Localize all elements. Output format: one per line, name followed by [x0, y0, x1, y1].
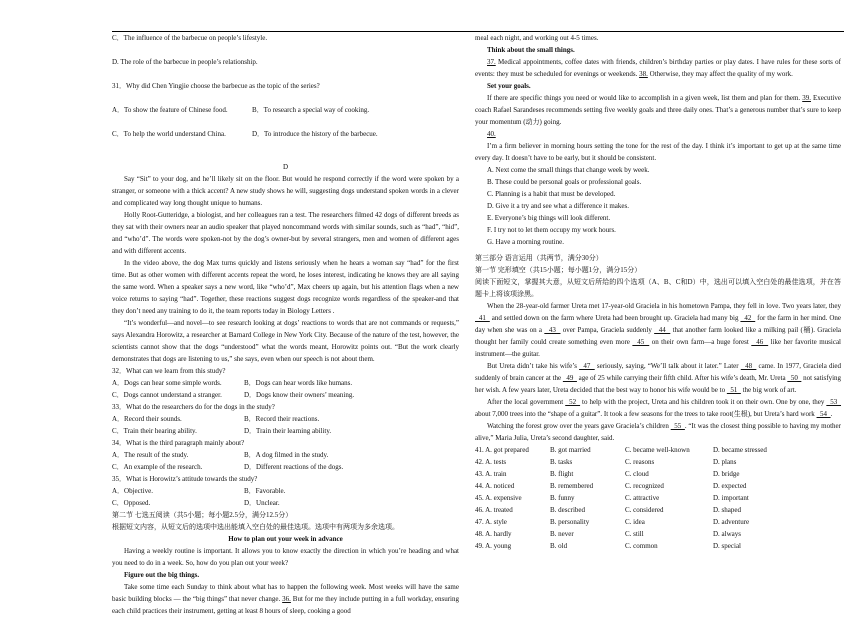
cloze-blank: 47	[579, 362, 595, 370]
cloze-option: C. attractive	[625, 494, 660, 502]
cloze-text: When the 28-year-old farmer Ureta met 17-year-old Graciela in his hometown Pampa, they fell in love. Two years later, they	[487, 302, 841, 310]
cloze-option-row	[475, 468, 841, 480]
cloze-paragraph	[475, 300, 841, 360]
cloze-blank: 41	[475, 314, 490, 322]
cloze-option: 44. A. noticed	[475, 482, 515, 490]
cloze-option: B. old	[550, 542, 568, 550]
passage-d-para-3: In the video above, the dog Max turns quickly and listens seriously when he hears a woman say “had” for the first time. But as other women with different accents repeat the word, he loses interest, indicating he knows they are all saying the same word. When a speaker says a new word, like “who’d”, Max cheers up again, but his attention flags when a new voice returns to saying “had”. Together, these reactions suggest dogs recognize words regardless of the speaker-and that they don’t need any training to do it, the team reports today in Biology Letters .	[112, 259, 459, 315]
q34-stem: 34．What is the third paragraph mainly about?	[112, 439, 245, 447]
seven-choice-item: E. Everyone’s big things will look different.	[487, 214, 611, 222]
q33-stem: 33．What do the researchers do for the dogs in the study?	[112, 403, 275, 411]
cloze-blank: 53	[826, 398, 842, 406]
q32-options-ab	[112, 377, 459, 389]
cloze-text: not satisfying her wish. A few years later, Ureta decided that the best way to honor his wife would be to	[475, 374, 842, 394]
seven-choice-item: G. Have a morning routine.	[487, 238, 564, 246]
seven-para-4-text-b: Executive coach Rafael Sarandeses recommends setting five weekly goals and three daily ones. That’s a generous number that’s sure to keep your momentum (动力) going.	[475, 94, 842, 126]
cloze-blank: 52	[565, 398, 581, 406]
section-2-header: 第二节 七选五阅读（共5小题；每小题2.5分，满分12.5分）	[112, 511, 293, 519]
q34-options-cd	[112, 461, 459, 473]
cloze-option: D. plans	[713, 458, 737, 466]
cloze-option: B. never	[550, 530, 574, 538]
seven-para-3	[475, 56, 841, 80]
cloze-option: 41. A. got prepared	[475, 446, 529, 454]
cloze-blank: 50	[787, 374, 802, 382]
blank-40-line	[475, 128, 841, 140]
cloze-option: 46. A. treated	[475, 506, 513, 514]
q35-options-cd	[112, 497, 459, 509]
q31-options-cd	[112, 128, 459, 140]
passage-d-label: D	[282, 163, 289, 171]
seven-para-2	[112, 581, 459, 617]
q35-a: A．Objective.	[112, 487, 154, 495]
q33-b: B．Record their reactions.	[244, 415, 320, 423]
q35-d: D．Unclear.	[244, 499, 280, 507]
cloze-blank: 54	[816, 410, 831, 418]
cloze-option: 42. A. tests	[475, 458, 507, 466]
cloze-option-row	[475, 504, 841, 516]
cloze-option: D. expected	[713, 482, 747, 490]
cloze-option: D. always	[713, 530, 741, 538]
cloze-blank: 45	[632, 338, 650, 346]
q32-c: C．Dogs cannot understand a stranger.	[112, 391, 222, 399]
cloze-text: After the local government	[487, 398, 566, 406]
cloze-option: D. adventure	[713, 518, 750, 526]
q35-stem: 35．What is Horowitz’s attitude towards the study?	[112, 475, 258, 483]
cloze-option-row	[475, 528, 841, 540]
seven-para-2-continued: meal each night, and working out 4-5 times.	[475, 34, 599, 42]
q31-c: C．To help the world understand China.	[112, 130, 226, 138]
cloze-text: to help with the project, Ureta and his children took it on their own. One by one, they	[580, 398, 827, 406]
cloze-option: C. considered	[625, 506, 664, 514]
q32-options-cd	[112, 389, 459, 401]
q34-c: C．An example of the research.	[112, 463, 203, 471]
cloze-blank: 51	[726, 386, 741, 394]
blank-40: 40.	[487, 130, 496, 138]
seven-para-2-text-a: Take some time each Sunday to think about what has to happen the following week. Most weeks will have the same basic building blocks — the “big things” that never change.	[112, 583, 459, 603]
q31-b: B．To research a special way of cooking.	[252, 106, 370, 114]
cloze-option: 43. A. train	[475, 470, 507, 478]
seven-choice-item: A. Next come the small things that change week by week.	[487, 166, 650, 174]
cloze-option-row	[475, 456, 841, 468]
q32-d: D．Dogs know their owners’ meaning.	[244, 391, 355, 399]
seven-choices-list	[475, 164, 841, 248]
cloze-option: C. common	[625, 542, 658, 550]
section-2-instructions: 根据短文内容，从短文后的选项中选出能填入空白处的最佳选项。选项中有两项为多余选项。	[112, 523, 399, 531]
right-column	[475, 32, 841, 552]
seven-para-1: Having a weekly routine is important. It allows you to know exactly the direction in which you’re heading and what you need to do in a week. So, how do you plan out your week?	[112, 547, 459, 567]
cloze-paragraph	[475, 420, 841, 444]
cloze-text: Watching the forest grow over the years gave Graciela’s children	[487, 422, 671, 430]
q30-option-c: C．The influence of the barbecue on people’s lifestyle.	[112, 34, 268, 42]
cloze-blank: 42	[740, 314, 756, 322]
cloze-option: 47. A. style	[475, 518, 507, 526]
q31-stem: 31．Why did Chen Yingjie choose the barbecue as the topic of the series?	[112, 82, 320, 90]
q32-a: A．Dogs can hear some simple words.	[112, 379, 222, 387]
q33-options-cd	[112, 425, 459, 437]
cloze-text: over Pampa, Graciela suddenly	[560, 326, 655, 334]
q33-d: D．Train their learning ability.	[244, 427, 332, 435]
cloze-blank: 43	[544, 326, 561, 334]
blank-36: 36.	[282, 595, 291, 603]
cloze-option: 45. A. expensive	[475, 494, 522, 502]
cloze-options-grid	[475, 444, 841, 552]
q35-b: B．Favorable.	[244, 487, 286, 495]
passage-d-para-1: Say “Sit” to your dog, and he’ll likely sit on the floor. But would he respond correctly if the word were spoken by a stranger, or someone with a thick accent? A new study shows he will, suggesting dogs understand spoken words in a clever and complicated way long thought unique to humans.	[112, 175, 459, 207]
blank-39: 39.	[802, 94, 811, 102]
q34-b: B．A dog filmed in the study.	[244, 451, 329, 459]
q31-options-ab	[112, 104, 459, 116]
cloze-option: C. recognized	[625, 482, 664, 490]
seven-heading-3: Set your goals.	[487, 82, 531, 90]
cloze-text: came. In 1977, Graciela died suddenly of brain cancer at the	[475, 362, 842, 382]
cloze-option: B. flight	[550, 470, 574, 478]
cloze-blank: 48	[740, 362, 757, 370]
q33-options-ab	[112, 413, 459, 425]
cloze-blank: 55	[670, 422, 685, 430]
cloze-instructions: 阅读下面短文，掌握其大意，从短文后所给的四个选项（A、B、C和D）中，选出可以填入空白处的最佳选项，并在答题卡上将该项涂黑。	[475, 278, 841, 298]
seven-para-3-text-a: Medical appointments, coffee dates with friends, children’s birthday parties or play dates. I have rules for these sorts of events: they must be scheduled for evenings or weekends.	[475, 58, 842, 78]
seven-para-5: I’m a firm believer in morning hours setting the tone for the rest of the day. I think it’s important to get up at the same time every day. It doesn’t have to be early, but it should be consistent.	[475, 142, 841, 162]
seven-choice-item: F. I try not to let them occupy my work hours.	[487, 226, 616, 234]
q30-option-d: D. The role of the barbecue in people’s relationship.	[112, 58, 258, 66]
cloze-option-row	[475, 480, 841, 492]
q32-stem: 32．What can we learn from this study?	[112, 367, 226, 375]
cloze-option: C. still	[625, 530, 644, 538]
cloze-option: 48. A. hardly	[475, 530, 512, 538]
q35-options-ab	[112, 485, 459, 497]
q33-c: C．Train their hearing ability.	[112, 427, 197, 435]
q31-a: A．To show the feature of Chinese food.	[112, 106, 228, 114]
cloze-text: like her favorite musical instrument—the guitar.	[475, 338, 842, 358]
q34-d: D．Different reactions of the dogs.	[244, 463, 344, 471]
cloze-option: B. tasks	[550, 458, 573, 466]
q32-b: B．Dogs can hear words like humans.	[244, 379, 353, 387]
seven-para-4	[475, 92, 841, 128]
section-1-header: 第一节 完形填空（共15小题；每小题1分，满分15分）	[475, 266, 642, 274]
cloze-paragraph	[475, 396, 841, 420]
cloze-blank: 44	[654, 326, 671, 334]
seven-para-3-text-b: Otherwise, they may affect the quality of my work.	[649, 70, 793, 78]
seven-choice-item: C. Planning is a habit that must be developed.	[487, 190, 616, 198]
cloze-option: C. cloud	[625, 470, 649, 478]
cloze-option: B. described	[550, 506, 585, 514]
cloze-option: B. personality	[550, 518, 590, 526]
passage-d-para-4: “It’s wonderful—and novel—to see research looking at dogs’ reactions to words that are not commands or requests,” says Alexandra Horowitz, a researcher at Barnard College in New York City. Because of the nature of the test, however, the scientists cannot show that the dogs “understood” what the words meant, Horowitz points out. “But the work clearly demonstrates that dogs are listening to us,” she says, even when our speech is not about them.	[112, 319, 459, 363]
cloze-text: .	[830, 410, 833, 418]
cloze-passage	[475, 300, 841, 444]
cloze-text: that another farm looked like a milking pail (桶). Graciela thought her family could create something even more	[475, 326, 842, 346]
cloze-option-row	[475, 492, 841, 504]
cloze-text: . “It was the closest thing possible to having my mother alive,” Maria Julia, Ureta’s second daughter, said.	[475, 422, 841, 442]
q33-a: A．Record their sounds.	[112, 415, 182, 423]
seven-para-2-text-b: But for me they include putting in a full workday, ensuring each child practices their instrument, getting at least 8 hours of sleep, cooking a good	[112, 595, 459, 615]
cloze-option-row	[475, 540, 841, 552]
cloze-text: seriously, saying, “We’ll talk about it later.” Later	[594, 362, 741, 370]
cloze-option: 49. A. young	[475, 542, 512, 550]
cloze-option: C. idea	[625, 518, 645, 526]
cloze-option: B. got married	[550, 446, 591, 454]
cloze-option: C. reasons	[625, 458, 655, 466]
cloze-option: C. became well-known	[625, 446, 690, 454]
seven-para-4-text-a: If there are specific things you need or would like to accomplish in a given week, list them and plan for them.	[487, 94, 801, 102]
seven-choice-item: D. Give it a try and see what a difference it makes.	[487, 202, 629, 210]
cloze-paragraph	[475, 360, 841, 396]
q35-c: C．Opposed.	[112, 499, 151, 507]
cloze-option-row	[475, 516, 841, 528]
cloze-option: D. became stressed	[713, 446, 767, 454]
cloze-text: and settled down on the farm where Ureta had been brought up. Graciela had many big	[489, 314, 741, 322]
blank-38: 38.	[639, 70, 648, 78]
cloze-text: on their own farm—a huge forest	[649, 338, 752, 346]
left-column	[112, 32, 459, 617]
part-3-header: 第三部分 语言运用（共两节，满分30分）	[475, 254, 603, 262]
q34-a: A．The result of the study.	[112, 451, 189, 459]
cloze-text: But Ureta didn’t take his wife’s	[487, 362, 580, 370]
seven-choice-item: B. These could be personal goals or professional goals.	[487, 178, 642, 186]
q31-d: D．To introduce the history of the barbecue.	[252, 130, 378, 138]
cloze-option: D. shaped	[713, 506, 741, 514]
cloze-option: D. important	[713, 494, 749, 502]
cloze-option: D. special	[713, 542, 741, 550]
passage-d-para-2: Holly Root-Gutteridge, a biologist, and her colleagues ran a test. The researchers filmed 42 dogs of different breeds as they sat with their owners near an audio speaker that played noncommand words with similar sounds, such as “had”, “hid”, and “who’d”. The words were spoken-not by the dog’s owner-but by several strangers, men and women of different ages and with different accents.	[112, 211, 459, 255]
cloze-blank: 46	[751, 338, 769, 346]
q34-options-ab	[112, 449, 459, 461]
blank-37: 37.	[487, 58, 496, 66]
cloze-option-row	[475, 444, 841, 456]
cloze-text: the big work of art.	[740, 386, 797, 394]
cloze-text: age of 25 while carrying their fifth child. After his wife’s death, Mr. Ureta	[576, 374, 788, 382]
seven-heading-1: Figure out the big things.	[124, 571, 200, 579]
cloze-option: B. remembered	[550, 482, 594, 490]
cloze-text: about 7,000 trees into the “shape of a guitar”. It took a few seasons for the trees to take root(生根), but Ureta’s hard work	[475, 410, 817, 418]
seven-heading-2: Think about the small things.	[487, 46, 575, 54]
cloze-option: D. bridge	[713, 470, 740, 478]
seven-choose-five-title: How to plan out your week in advance	[228, 535, 343, 543]
cloze-text: for the farm in her mind. One day when she was on a	[475, 314, 841, 334]
cloze-option: B. funny	[550, 494, 575, 502]
cloze-blank: 49	[562, 374, 577, 382]
